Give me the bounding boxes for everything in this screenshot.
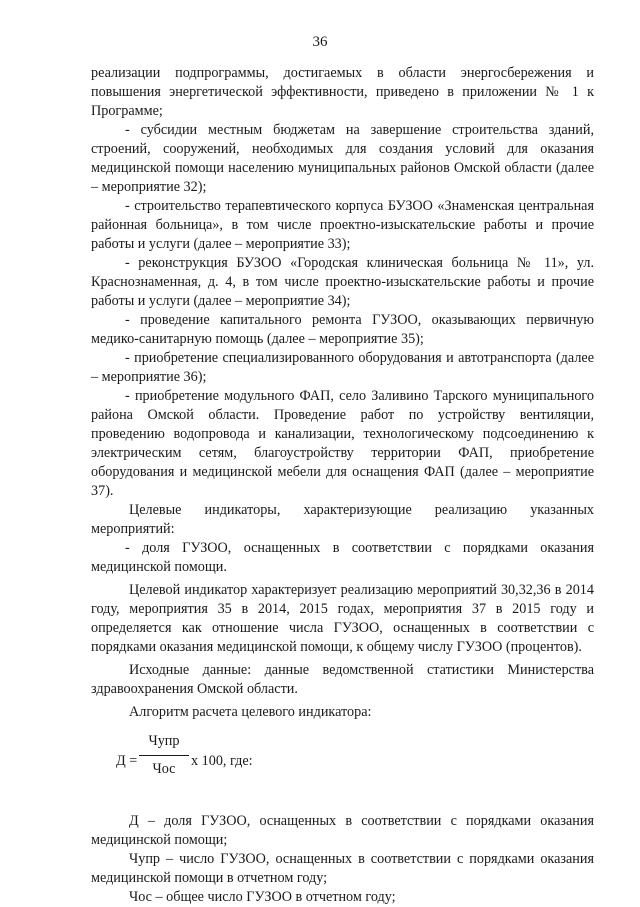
formula bbox=[91, 732, 594, 790]
formula-fraction bbox=[139, 732, 189, 778]
definition: Д – доля ГУЗОО, оснащенных в соответствии с порядками оказания медицинской помощи; bbox=[91, 813, 594, 848]
list-item: - приобретение модульного ФАП, село Заливино Тарского муниципального района Омской области. Проведение работ по устройству вентиляции, проведению водопровода и канализации, технологическому подсоединению к электрическим сетям, благоустройству территории ФАП, приобретение оборудования и медицинской мебели для оснащения ФАП (далее – мероприятие 37). bbox=[91, 388, 594, 499]
list-item: - доля ГУЗОО, оснащенных в соответствии с порядками оказания медицинской помощи. bbox=[91, 540, 594, 575]
document-body bbox=[91, 64, 594, 907]
fraction-bar bbox=[139, 755, 189, 756]
paragraph: Целевой индикатор характеризует реализацию мероприятий 30,32,36 в 2014 году, мероприятия 35 в 2014, 2015 годах, мероприятия 37 в 2015 году и определяется как отношение числа ГУЗОО, оснащенных в соответствии с порядками оказания медицинской помощи, к общему числу ГУЗОО (процентов). bbox=[91, 582, 594, 655]
formula-denominator: Чос bbox=[152, 761, 176, 777]
list-item: - реконструкция БУЗОО «Городская клиническая больница № 11», ул. Краснознаменная, д. 4, в том числе проектно-изыскательские работы и прочие работы и услуги (далее – мероприятие 34); bbox=[91, 255, 594, 309]
list-item: - субсидии местным бюджетам на завершение строительства зданий, строений, сооружений, необходимых для создания условий для оказания медицинской помощи населению муниципальных районов Омской области (далее – мероприятие 32); bbox=[91, 122, 594, 195]
list-item: - проведение капитального ремонта ГУЗОО, оказывающих первичную медико-санитарную помощь (далее – мероприятие 35); bbox=[91, 312, 594, 347]
definition: Чос – общее число ГУЗОО в отчетном году; bbox=[129, 889, 396, 905]
formula-numerator: Чупр bbox=[148, 733, 180, 749]
definition: Чупр – число ГУЗОО, оснащенных в соответствии с порядками оказания медицинской помощи в отчетном году; bbox=[91, 851, 594, 886]
formula-lhs: Д = bbox=[116, 753, 138, 769]
formula-rhs: х 100, где: bbox=[191, 753, 253, 769]
page-number: 36 bbox=[312, 34, 328, 50]
paragraph: Исходные данные: данные ведомственной статистики Министерства здравоохранения Омской области. bbox=[91, 662, 594, 697]
list-item: - строительство терапевтического корпуса БУЗОО «Знаменская центральная районная больница», в том числе проектно-изыскательские работы и прочие работы и услуги (далее – мероприятие 33); bbox=[91, 198, 594, 252]
paragraph: реализации подпрограммы, достигаемых в области энергосбережения и повышения энергетической эффективности, приведено в приложении № 1 к Программе; bbox=[91, 65, 594, 119]
paragraph: Алгоритм расчета целевого индикатора: bbox=[129, 704, 372, 720]
list-item: - приобретение специализированного оборудования и автотранспорта (далее – мероприятие 36); bbox=[91, 350, 594, 385]
paragraph: Целевые индикаторы, характеризующие реализацию указанных мероприятий: bbox=[91, 502, 594, 537]
